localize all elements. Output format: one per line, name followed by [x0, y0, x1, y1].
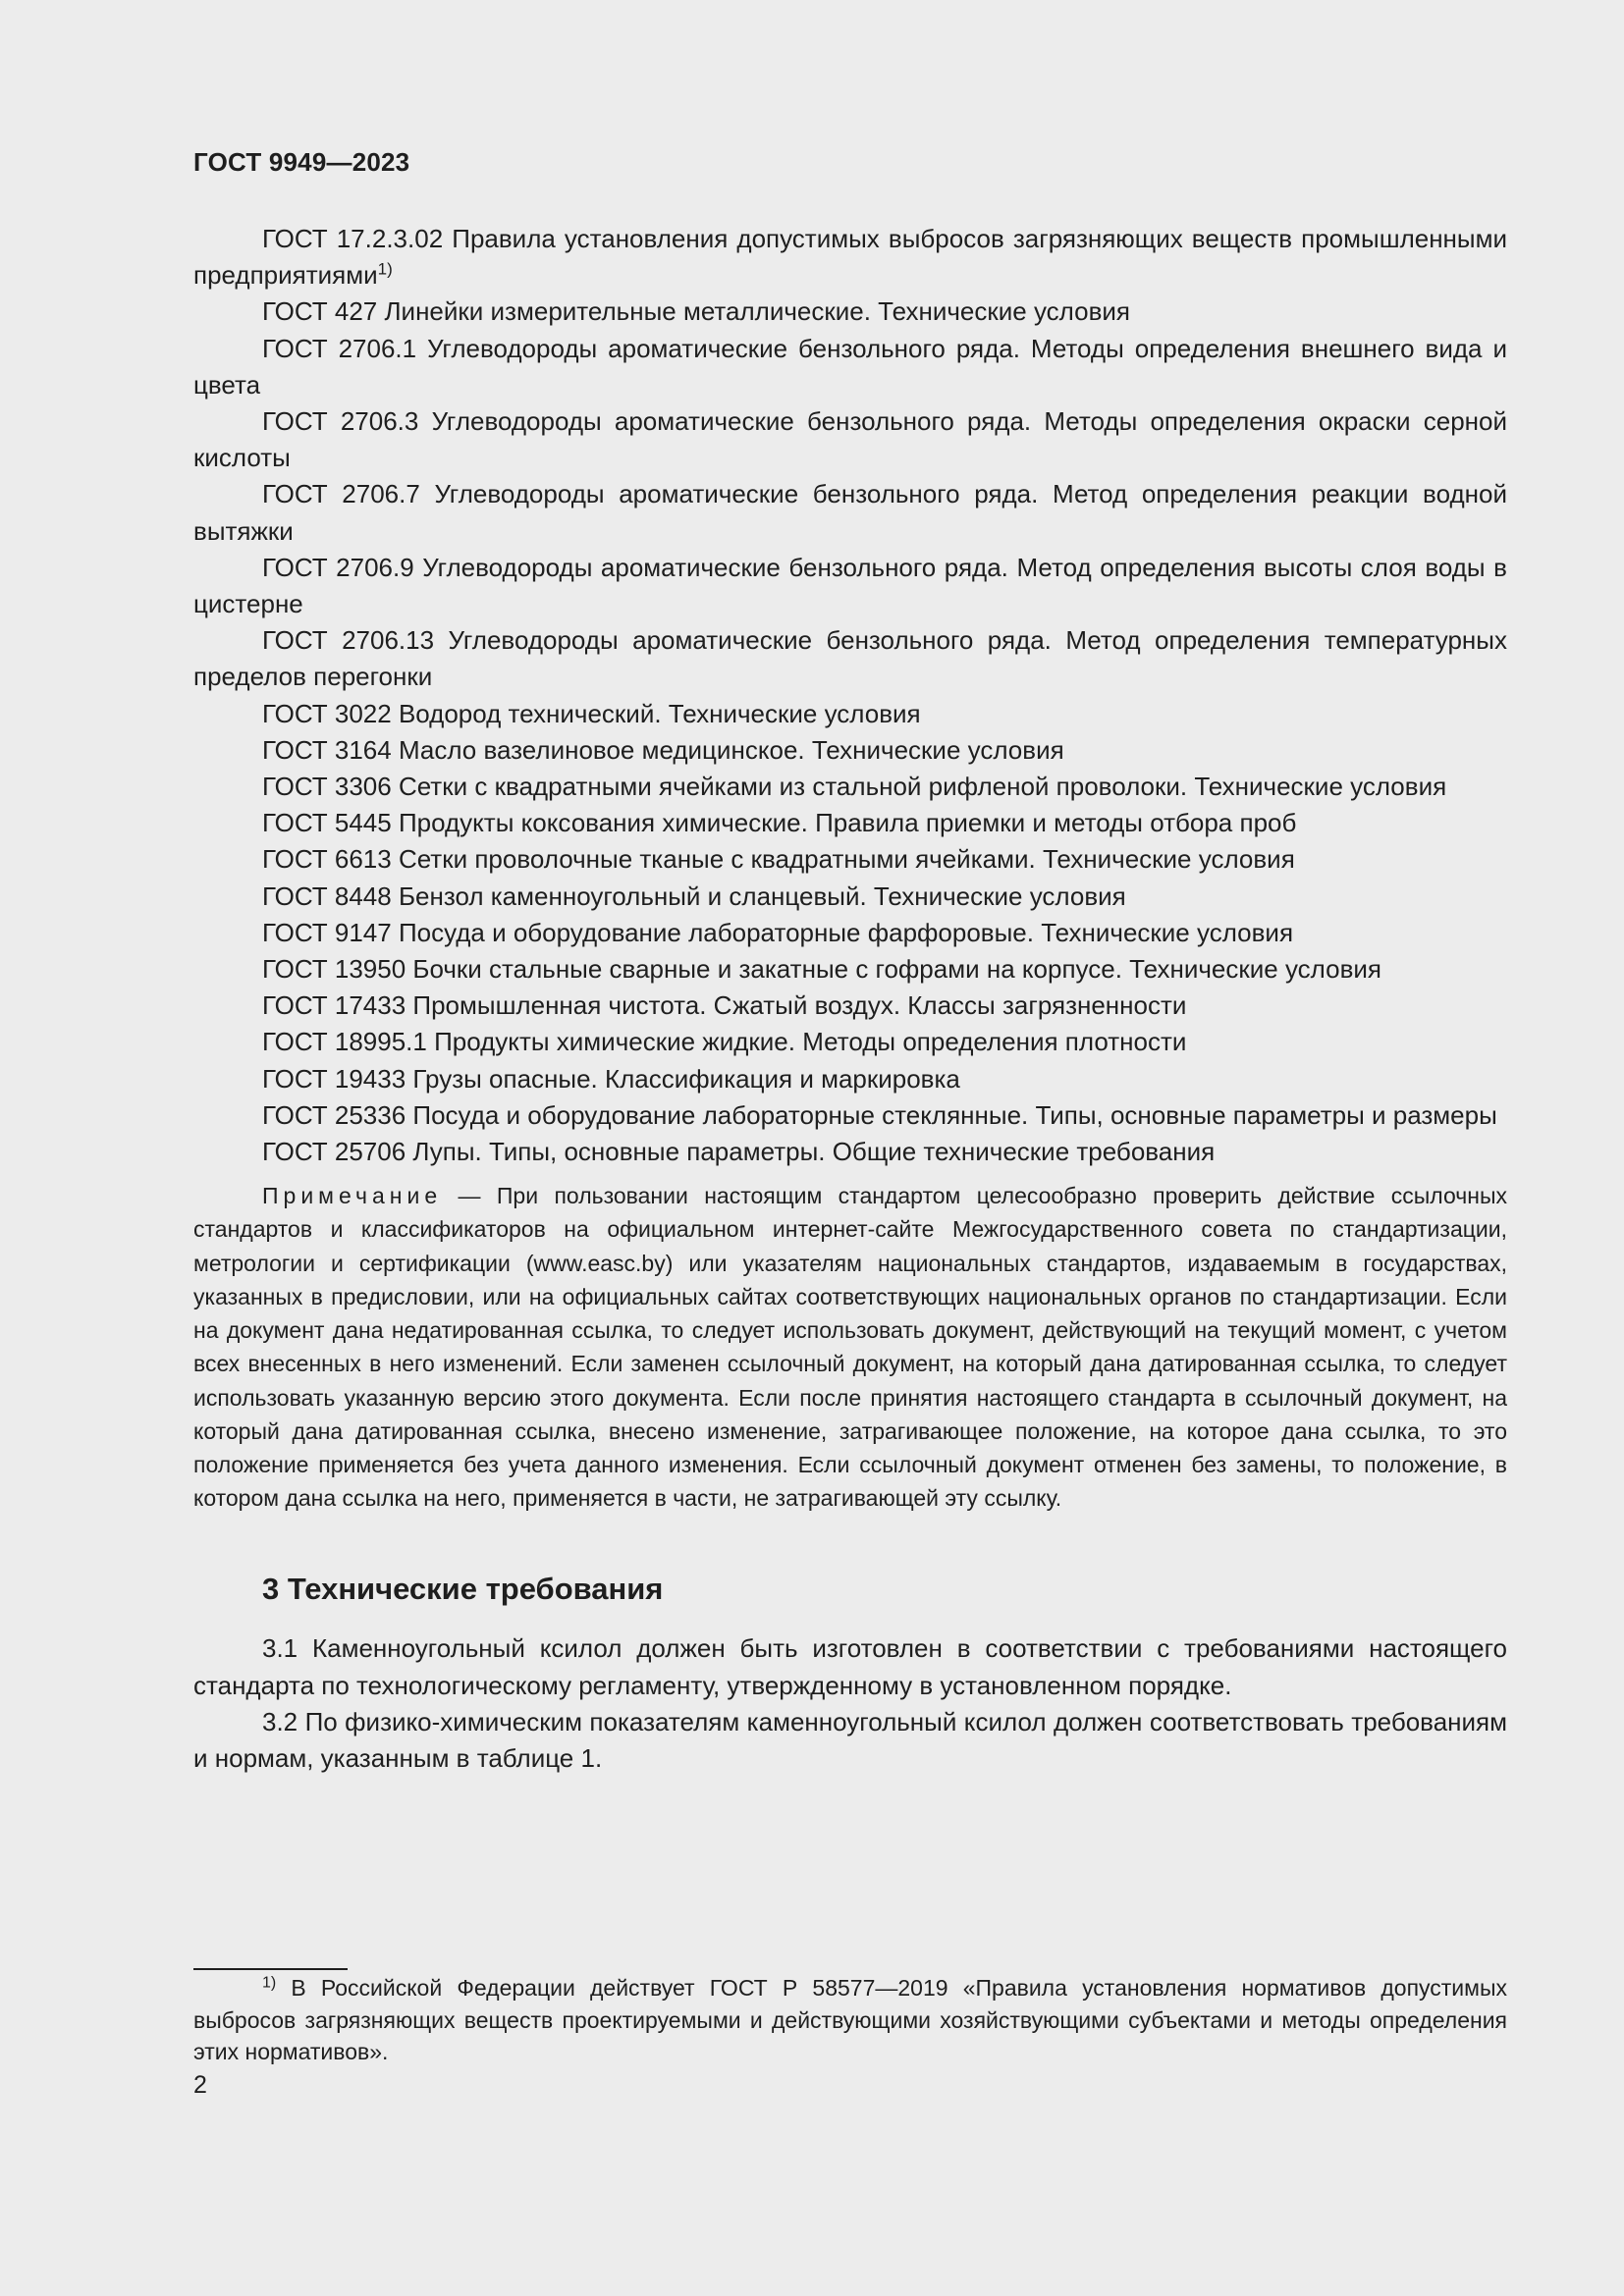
reference-title: Бензол каменноугольный и сланцевый. Технические условия	[398, 881, 1126, 911]
reference-item	[193, 879, 1507, 915]
reference-item	[193, 622, 1507, 695]
reference-code: ГОСТ 3306	[262, 772, 392, 802]
reference-code: ГОСТ 25336	[262, 1099, 406, 1130]
reference-code: ГОСТ 6613	[262, 844, 392, 875]
reference-code: ГОСТ 17433	[262, 990, 406, 1021]
reference-item	[193, 294, 1507, 330]
reference-code: ГОСТ 5445	[262, 808, 392, 838]
reference-code: ГОСТ 19433	[262, 1063, 406, 1094]
reference-item	[193, 805, 1507, 841]
reference-code: ГОСТ 17.2.3.02	[262, 224, 444, 253]
reference-title: Правила установления допустимых выбросов загрязняющих веществ промышленными предприятиями	[193, 224, 1507, 291]
footnote	[193, 1972, 1507, 2068]
reference-code: ГОСТ 9147	[262, 917, 392, 947]
reference-item	[193, 476, 1507, 549]
reference-item	[193, 1097, 1507, 1134]
reference-item	[193, 403, 1507, 476]
reference-title: Углеводороды ароматические бензольного ряда. Метод определения температурных пределов перегонки	[193, 625, 1507, 692]
reference-code: ГОСТ 2706.1	[262, 333, 417, 363]
section-3	[193, 1568, 1507, 1777]
reference-title: Лупы. Типы, основные параметры. Общие технические требования	[412, 1137, 1216, 1167]
footnote-reference-mark: 1)	[377, 259, 393, 279]
note-paragraph	[193, 1179, 1507, 1515]
reference-code: ГОСТ 2706.13	[262, 625, 435, 656]
reference-title: Бочки стальные сварные и закатные с гофрами на корпусе. Технические условия	[412, 954, 1381, 985]
reference-code: ГОСТ 25706	[262, 1137, 406, 1167]
reference-code: ГОСТ 2706.3	[262, 406, 419, 437]
reference-item	[193, 769, 1507, 805]
reference-title: Водород технический. Технические условия	[398, 698, 921, 728]
footnote-text: В Российской Федерации действует ГОСТ Р 58577—2019 «Правила установления нормативов допустимых выбросов загрязняющих веществ проектируемыми и действующими хозяйствующими субъектами и методы определения этих нормативов».	[193, 1975, 1507, 2064]
reference-title: Посуда и оборудование лабораторные фарфоровые. Технические условия	[398, 917, 1294, 947]
reference-item	[193, 732, 1507, 769]
normative-references-list	[193, 221, 1507, 1170]
reference-title: Линейки измерительные металлические. Технические условия	[384, 296, 1131, 327]
reference-title: Масло вазелиновое медицинское. Технические условия	[398, 734, 1064, 765]
reference-code: ГОСТ 8448	[262, 881, 392, 911]
reference-item	[193, 331, 1507, 403]
footnote-mark: 1)	[262, 1974, 277, 1992]
reference-item	[193, 1061, 1507, 1097]
document-body	[193, 221, 1507, 1777]
document-header: ГОСТ 9949—2023	[193, 147, 410, 177]
reference-code: ГОСТ 3164	[262, 734, 392, 765]
reference-code: ГОСТ 18995.1	[262, 1027, 427, 1057]
reference-item	[193, 696, 1507, 732]
reference-item	[193, 915, 1507, 951]
reference-title: Углеводороды ароматические бензольного ряда. Методы определения внешнего вида и цвета	[193, 333, 1507, 400]
reference-title: Продукты коксования химические. Правила приемки и методы отбора проб	[398, 808, 1297, 838]
reference-title: Промышленная чистота. Сжатый воздух. Классы загрязненности	[412, 990, 1187, 1021]
reference-item	[193, 550, 1507, 622]
reference-code: ГОСТ 2706.7	[262, 479, 420, 509]
reference-item	[193, 988, 1507, 1024]
note-label: Примечание	[262, 1183, 443, 1209]
reference-title: Сетки проволочные тканые с квадратными ячейками. Технические условия	[398, 844, 1295, 875]
reference-title: Углеводороды ароматические бензольного ряда. Методы определения окраски серной кислоты	[193, 406, 1507, 473]
reference-item	[193, 951, 1507, 988]
reference-title: Продукты химические жидкие. Методы определения плотности	[434, 1027, 1187, 1057]
page-number: 2	[193, 2071, 207, 2099]
section-title: 3 Технические требования	[262, 1572, 664, 1607]
reference-title: Грузы опасные. Классификация и маркировка	[412, 1063, 960, 1094]
reference-title: Сетки с квадратными ячейками из стальной рифленой проволоки. Технические условия	[398, 772, 1447, 802]
reference-title: Углеводороды ароматические бензольного ряда. Метод определения высоты слоя воды в цистерне	[193, 552, 1507, 619]
reference-title: Углеводороды ароматические бензольного ряда. Метод определения реакции водной вытяжки	[193, 479, 1507, 546]
reference-item	[193, 1024, 1507, 1060]
footnote-separator	[193, 1968, 348, 1970]
reference-item	[193, 1134, 1507, 1170]
clause-3-2: 3.2 По физико-химическим показателям каменноугольный ксилол должен соответствовать требованиям и нормам, указанным в таблице 1.	[193, 1706, 1507, 1773]
reference-code: ГОСТ 3022	[262, 698, 392, 728]
reference-code: ГОСТ 427	[262, 296, 378, 327]
clause-3-1: 3.1 Каменноугольный ксилол должен быть изготовлен в соответствии с требованиями настоящего стандарта по технологическому регламенту, утвержденному в установленном порядке.	[193, 1633, 1507, 1700]
reference-title: Посуда и оборудование лабораторные стеклянные. Типы, основные параметры и размеры	[412, 1099, 1497, 1130]
reference-code: ГОСТ 2706.9	[262, 552, 414, 582]
note-text: — При пользовании настоящим стандартом целесообразно проверить действие ссылочных стандартов и классификаторов на официальном интернет-сайте Межгосударственного совета по стандартизации, метрологии и сертификации (www.easc.by) или указателям национальных стандартов, издаваемым в государствах, указанных в предисловии, или на официальных сайтах соответствующих национальных органов по стандартизации. Если на документ дана недатированная ссылка, то следует использовать документ, действующий на текущий момент, с учетом всех внесенных в него изменений. Если заменен ссылочный документ, на который дана датированная ссылка, то следует использовать указанную версию этого документа. Если после принятия настоящего стандарта в ссылочный документ, на который дана датированная ссылка, внесено изменение, затрагивающее положение, на которое дана ссылка, то это положение применяется без учета данного изменения. Если ссылочный документ отменен без замены, то положение, в котором дана ссылка на него, применяется в части, не затрагивающей эту ссылку.	[193, 1183, 1507, 1512]
reference-item	[193, 841, 1507, 878]
reference-code: ГОСТ 13950	[262, 954, 406, 985]
reference-item	[193, 221, 1507, 294]
